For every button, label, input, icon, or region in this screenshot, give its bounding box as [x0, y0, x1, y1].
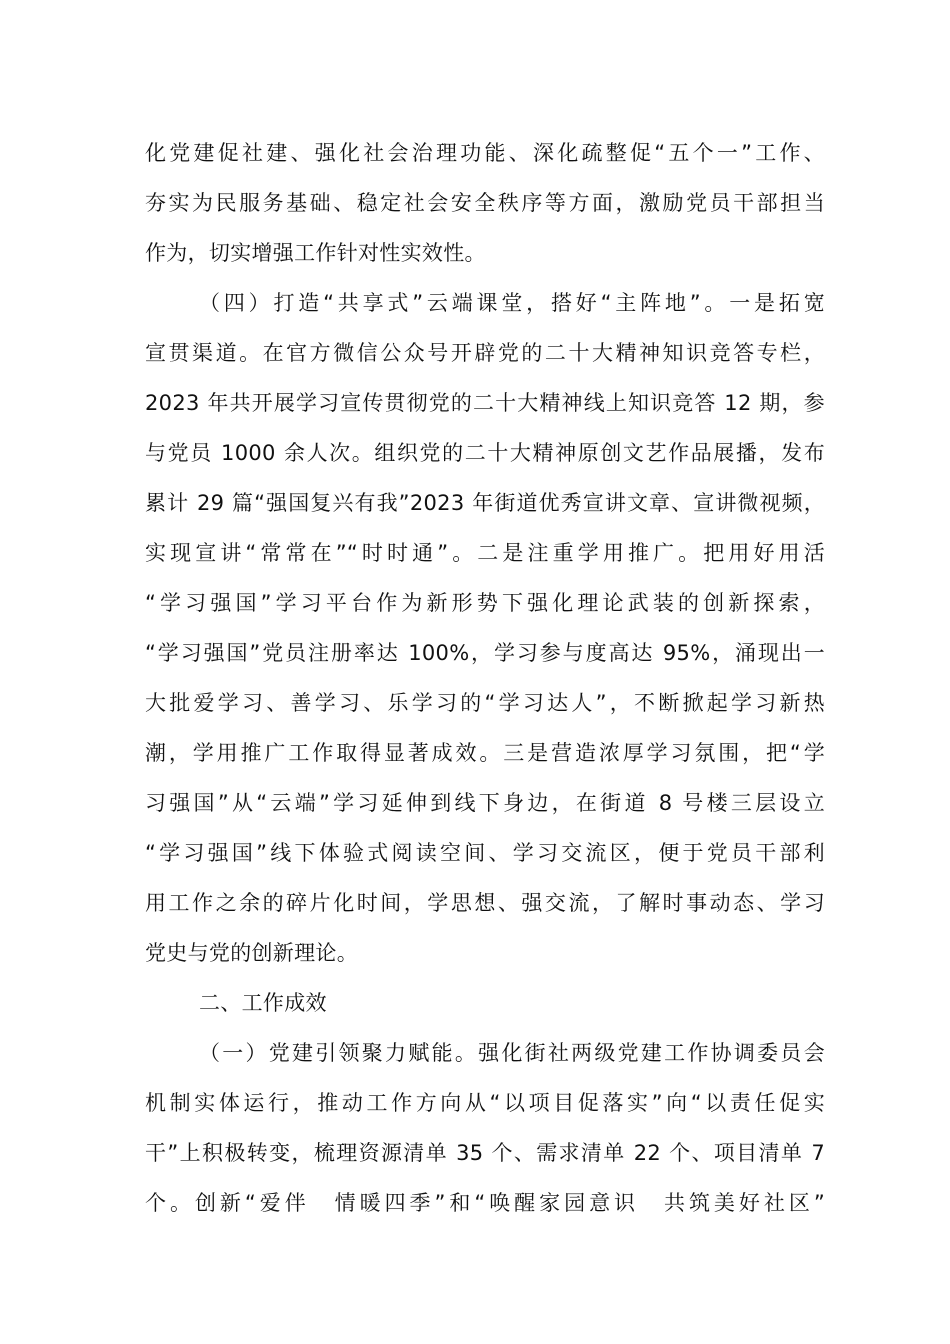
paragraph-line: （四）打造“共享式”云端课堂，搭好“主阵地”。一是拓宽: [199, 291, 825, 315]
paragraph-line: “学习强国”线下体验式阅读空间、学习交流区，便于党员干部利: [145, 841, 825, 865]
paragraph-line: 机制实体运行，推动工作方向从“以项目促落实”向“以责任促实: [145, 1091, 825, 1115]
paragraph-line: “学习强国”学习平台作为新形势下强化理论武装的创新探索，: [145, 591, 825, 615]
paragraph-line: 宣贯渠道。在官方微信公众号开辟党的二十大精神知识竞答专栏，: [145, 341, 825, 365]
paragraph-line: 累计 29 篇“强国复兴有我”2023 年街道优秀宣讲文章、宣讲微视频，: [145, 491, 825, 515]
paragraph-line: （一）党建引领聚力赋能。强化街社两级党建工作协调委员会: [199, 1041, 825, 1065]
section-heading: 二、工作成效: [199, 991, 327, 1015]
paragraph-line: 党史与党的创新理论。: [145, 941, 358, 965]
paragraph-line: 实现宣讲“常常在”“时时通”。二是注重学用推广。把用好用活: [145, 541, 825, 565]
paragraph-line: 习强国”从“云端”学习延伸到线下身边，在街道 8 号楼三层设立: [145, 791, 825, 815]
paragraph-line: “学习强国”党员注册率达 100%，学习参与度高达 95%，涌现出一: [145, 641, 825, 665]
paragraph-line: 干”上积极转变，梳理资源清单 35 个、需求清单 22 个、项目清单 7: [145, 1141, 825, 1165]
paragraph-line: 用工作之余的碎片化时间，学思想、强交流，了解时事动态、学习: [145, 891, 825, 915]
paragraph-line: 与党员 1000 余人次。组织党的二十大精神原创文艺作品展播，发布: [145, 441, 825, 465]
paragraph-line: 夯实为民服务基础、稳定社会安全秩序等方面，激励党员干部担当: [145, 191, 825, 215]
paragraph-line: 化党建促社建、强化社会治理功能、深化疏整促“五个一”工作、: [145, 141, 825, 165]
paragraph-line: 个。创新“爱伴 情暖四季”和“唤醒家园意识 共筑美好社区”: [145, 1191, 825, 1215]
paragraph-line: 潮，学用推广工作取得显著成效。三是营造浓厚学习氛围，把“学: [145, 741, 825, 765]
paragraph-line: 2023 年共开展学习宣传贯彻党的二十大精神线上知识竞答 12 期，参: [145, 391, 825, 415]
paragraph-line: 作为，切实增强工作针对性实效性。: [145, 241, 486, 265]
paragraph-line: 大批爱学习、善学习、乐学习的“学习达人”，不断掀起学习新热: [145, 691, 825, 715]
